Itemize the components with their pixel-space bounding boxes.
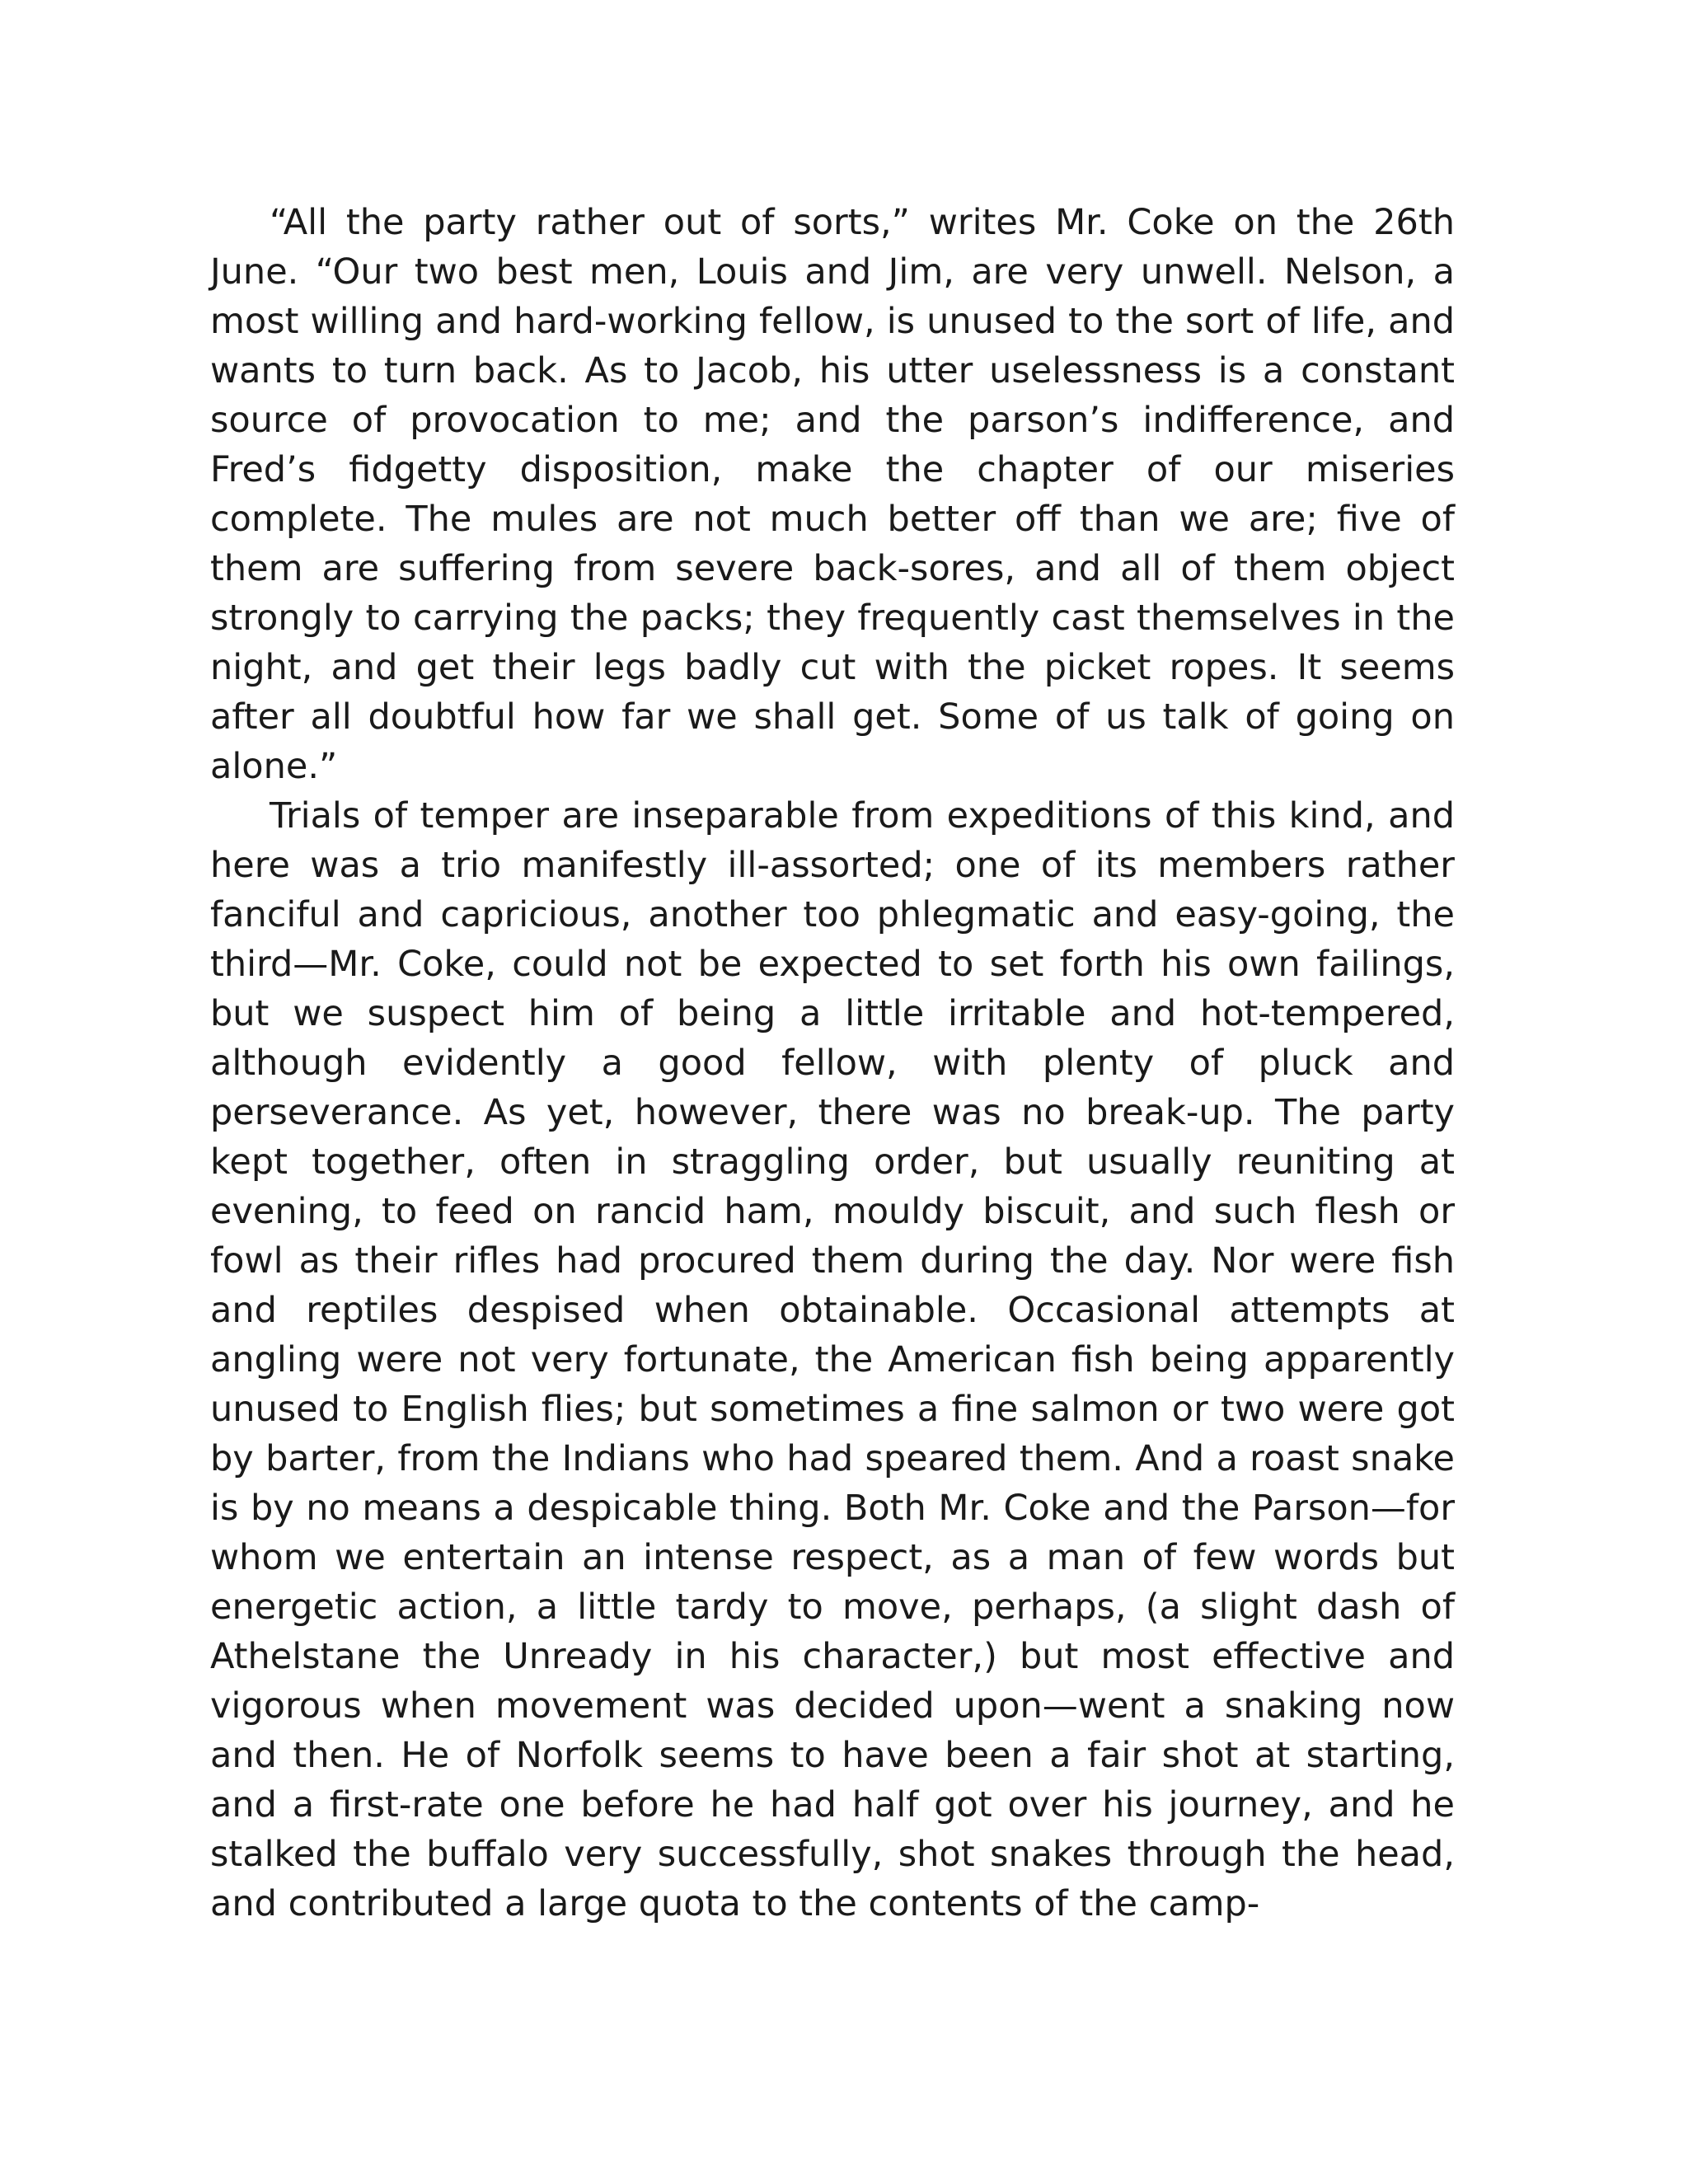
paragraph: “All the party rather out of sorts,” writes Mr. Coke on the 26th June. “Our two best men, Louis and Jim, are very unwell. Nelson, a most willing and hard-working fellow, is unused to the sort of life, and wants to turn back. As to Jacob, his utter uselessness is a constant source of provocation to me; and the parson’s indifference, and Fred’s fidgetty disposition, make the chapter of our miseries complete. The mules are not much better off than we are; five of them are suffering from severe back-sores, and all of them object strongly to carrying the packs; they frequently cast themselves in the night, and get their legs badly cut with the picket ropes. It seems after all doubtful how far we shall get. Some of us talk of going on alone.” — [210, 202, 1455, 787]
document-page — [210, 198, 1455, 1929]
paragraph: Trials of temper are inseparable from expeditions of this kind, and here was a trio manifestly ill-assorted; one of its members rather fanciful and capricious, another too phlegmatic and easy-going, the third—Mr. Coke, could not be expected to set forth his own failings, but we suspect him of being a little irritable and hot-tempered, although evidently a good fellow, with plenty of pluck and perseverance. As yet, however, there was no break-up. The party kept together, often in straggling order, but usually reuniting at evening, to feed on rancid ham, mouldy biscuit, and such flesh or fowl as their rifles had procured them during the day. Nor were fish and reptiles despised when obtainable. Occasional attempts at angling were not very fortunate, the American fish being apparently unused to English flies; but sometimes a fine salmon or two were got by barter, from the Indians who had speared them. And a roast snake is by no means a despicable thing. Both Mr. Coke and the Parson—for whom we entertain an intense respect, as a man of few words but energetic action, a little tardy to move, perhaps, (a slight dash of Athelstane the Unready in his character,) but most effective and vigorous when movement was decided upon—went a snaking now and then. He of Norfolk seems to have been a fair shot at starting, and a first-rate one before he had half got over his journey, and he stalked the buffalo very successfully, shot snakes through the head, and contributed a large quota to the contents of the camp- — [210, 795, 1455, 1924]
